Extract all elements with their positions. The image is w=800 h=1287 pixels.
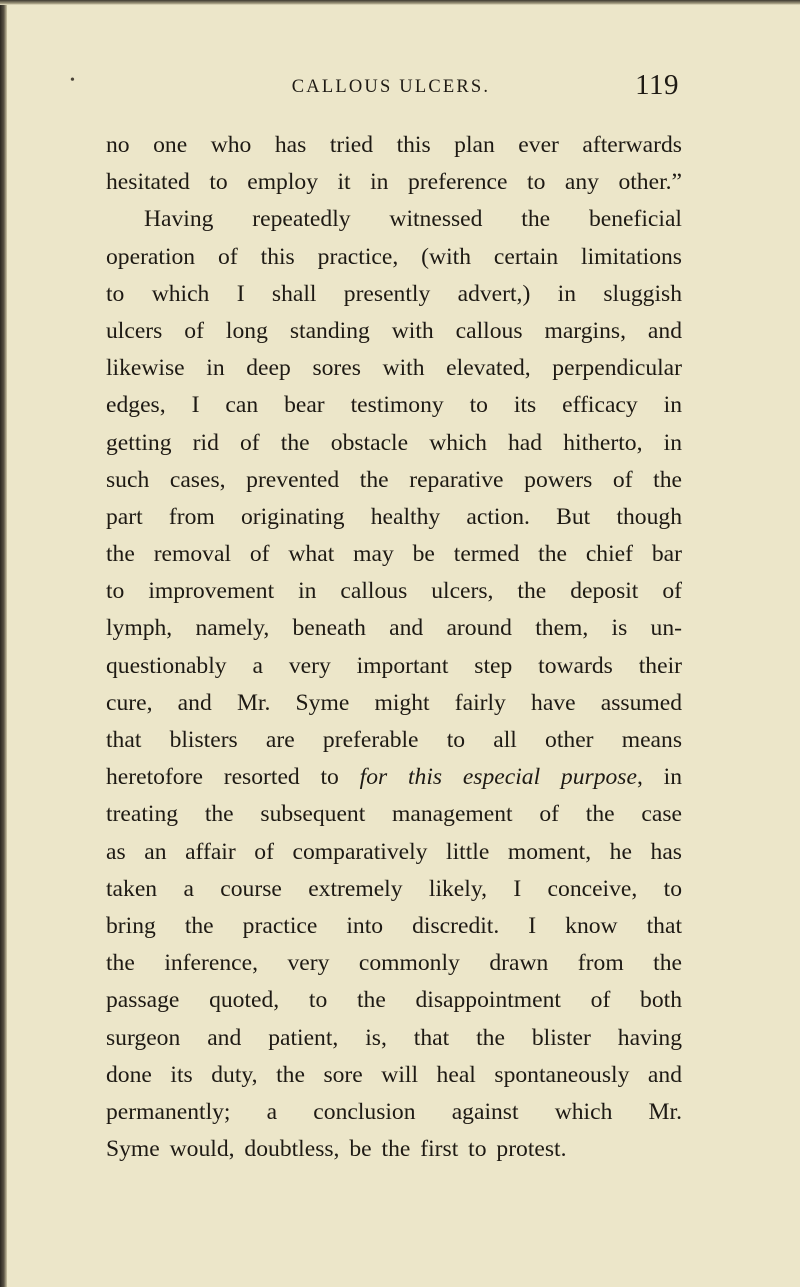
text-line: to improvement in callous ulcers, the deposit of bbox=[106, 578, 682, 605]
text-line-last: Syme would, doubtless, be the first to protest. bbox=[106, 1136, 567, 1163]
text-line: questionably a very important step towards their bbox=[106, 652, 682, 679]
text-line: operation of this practice, (with certain limitations bbox=[106, 243, 682, 270]
text-line: edges, I can bear testimony to its efficacy in bbox=[106, 392, 682, 419]
text-line: getting rid of the obstacle which had hitherto, in bbox=[106, 429, 682, 456]
italic-phrase: for this especial purpose bbox=[359, 764, 637, 791]
page-top-edge bbox=[0, 0, 800, 5]
page-number: 119 bbox=[635, 69, 679, 101]
text-line: to which I shall presently advert,) in sluggish bbox=[106, 280, 682, 307]
text-line: cure, and Mr. Syme might fairly have assumed bbox=[106, 689, 682, 716]
text-run: , in bbox=[636, 764, 682, 791]
running-head bbox=[96, 66, 686, 106]
text-line: the removal of what may be termed the chief bar bbox=[106, 541, 682, 568]
text-line: permanently; a conclusion against which Mr. bbox=[106, 1098, 682, 1125]
text-line: treating the subsequent management of the case bbox=[106, 801, 682, 828]
text-line: such cases, prevented the reparative powers of the bbox=[106, 466, 682, 493]
text-line: hesitated to employ it in preference to any other.” bbox=[106, 169, 682, 196]
text-line: likewise in deep sores with elevated, perpendicular bbox=[106, 355, 682, 382]
body-text bbox=[106, 127, 682, 1168]
text-line: the inference, very commonly drawn from the bbox=[106, 950, 682, 977]
text-line: part from originating healthy action. But though bbox=[106, 503, 682, 530]
text-line: ulcers of long standing with callous margins, and bbox=[106, 317, 682, 344]
margin-mark: • bbox=[70, 73, 75, 88]
text-run: heretofore resorted to bbox=[106, 764, 360, 791]
text-line: surgeon and patient, is, that the blister having bbox=[106, 1024, 682, 1051]
text-line: as an affair of comparatively little moment, he has bbox=[106, 838, 682, 865]
text-line: that blisters are preferable to all other means bbox=[106, 727, 682, 753]
page-binding-edge bbox=[0, 0, 7, 1287]
text-line-italic-phrase bbox=[106, 759, 682, 796]
text-line: passage quoted, to the disappointment of both bbox=[106, 987, 682, 1014]
text-line: no one who has tried this plan ever afterwards bbox=[106, 132, 682, 158]
text-line: lymph, namely, beneath and around them, is un- bbox=[106, 615, 682, 642]
text-line: done its duty, the sore will heal spontaneously and bbox=[106, 1061, 682, 1088]
text-line: bring the practice into discredit. I know that bbox=[106, 912, 682, 939]
running-title: CALLOUS ULCERS. bbox=[291, 77, 491, 97]
text-line: taken a course extremely likely, I conceive, to bbox=[106, 875, 682, 902]
text-line: Having repeatedly witnessed the beneficial bbox=[144, 206, 682, 233]
